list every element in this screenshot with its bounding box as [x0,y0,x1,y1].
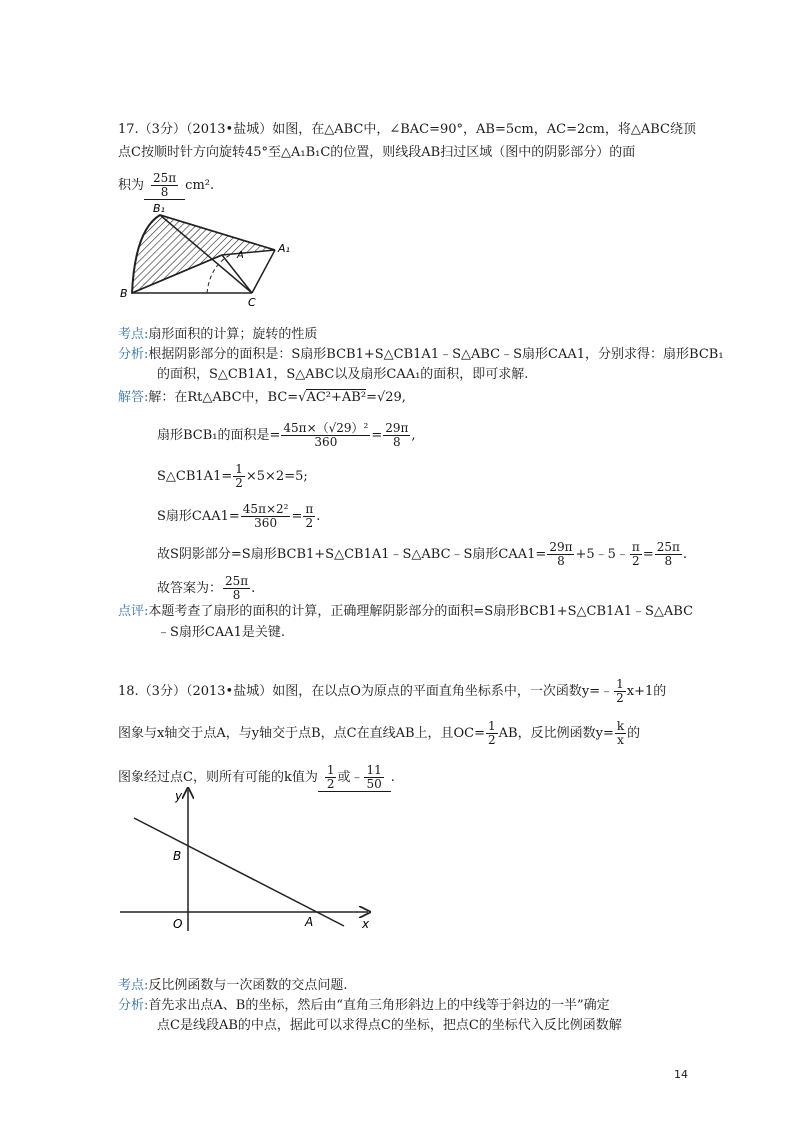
step5-equals: = [642,547,654,562]
segment-a1c [252,250,275,293]
figure-17-rotation-diagram [115,200,295,310]
sol17-dianping-1 [118,604,693,620]
step1-equals: = [366,390,377,405]
q18-line-2 [118,720,640,747]
sol17-step-4 [157,503,320,530]
q18-k-numerator: k [616,719,625,733]
sol18-fenxi-2: 点C是线段AB的中点，据此可以求得点C的坐标，把点C的坐标代入反比例函数解 [157,1018,622,1033]
step5-suffix: . [682,547,688,562]
kaodian-text: 扇形面积的计算；旋转的性质 [148,327,318,342]
sol17-step-5 [157,541,687,568]
step2-numerator: 45π×（√29）² [283,421,369,435]
fenxi-label: 分析: [118,998,149,1013]
label-a: A [305,915,314,929]
step4-denominator: 360 [254,516,278,530]
step2-result-numerator: 29π [385,421,409,435]
q18-line-1-numerator: 1 [616,677,624,691]
kaodian-text: 反比例函数与一次函数的交点问题. [148,978,348,993]
sol18-fenxi-1 [118,998,610,1014]
label-c: C [248,296,256,309]
q18-line-1-suffix: x+1的 [626,684,667,699]
dianping-text-1: 本题考查了扇形的面积的计算，正确理解阴影部分的面积=S扇形BCB1+S△CB1A1﹣S△ABC [148,604,694,619]
page-number: 14 [674,1068,688,1081]
q18-ans1-denominator: 2 [326,777,335,791]
sol17-step-6 [157,575,255,602]
label-b: B [120,287,128,300]
step1-suffix: , [401,390,406,405]
step4-result-numerator: π [305,502,314,516]
figure-18-coordinate-plane [118,786,378,936]
jieda-label: 解答: [118,390,149,405]
step6-suffix: . [251,581,256,596]
kaodian-label: 考点: [118,978,149,993]
q18-answer-middle: 或﹣ [337,770,364,785]
q18-line-2-suffix: 的 [627,726,641,741]
sol17-step-2 [157,422,416,449]
sol17-fenxi-2: 的面积，S△CB1A1，S△ABC以及扇形CAA₁的面积，即可求解. [157,367,529,382]
step6-denominator: 8 [232,588,241,602]
sol17-dianping-2: ﹣S扇形CAA1是关键. [157,625,286,640]
step5-prefix: 故S阴影部分=S扇形BCB1+S△CB1A1﹣S△ABC﹣S扇形CAA1= [157,547,547,562]
fenxi-label: 分析: [118,347,149,362]
step1-result: √29 [376,390,402,405]
step2-suffix: , [411,428,416,443]
step5-n2: π [631,540,640,554]
label-b1: B₁ [153,202,165,215]
q18-ans2-denominator: 50 [366,777,382,791]
q18-line-2-middle: AB，反比例函数y= [498,726,614,741]
q17-answer-numerator: 25π [153,171,177,185]
step3-prefix: S△CB1A1= [157,469,233,484]
step2-prefix: 扇形BCB₁的面积是= [157,428,281,443]
shaded-region [132,215,275,293]
step6-prefix: 故答案为： [157,581,223,596]
q17-line-1: 17.（3分）（2013•盐城）如图，在△ABC中，∠BAC=90°，AB=5cm，AC=2cm，将△ABC绕顶 [118,122,696,137]
q17-answer-blank [144,172,185,200]
label-a: A [237,250,244,261]
sol17-step-3 [157,463,308,490]
q18-line-3-prefix: 图象经过点C，则所有可能的k值为 [118,770,318,785]
label-o: O [173,917,183,931]
q17-line-3-prefix: 积为 [118,178,145,193]
step3-denominator: 2 [235,476,243,490]
q18-ans1-numerator: 1 [326,763,335,777]
step5-d1: 8 [557,554,565,568]
sol18-kaodian [118,978,348,994]
q18-ans2-numerator: 11 [366,763,382,777]
q18-line-2-denominator: 2 [488,733,496,747]
label-x: x [362,917,370,931]
step4-suffix: . [316,509,321,524]
q18-line-1 [118,678,666,705]
q17-line-3 [118,172,214,200]
step4-numerator: 45π×2² [242,502,289,516]
step2-equals: = [371,428,383,443]
step2-denominator: 360 [314,435,338,449]
step1-prefix: 解：在Rt△ABC中，BC= [148,390,299,405]
step4-equals: = [291,509,303,524]
step5-d3: 8 [664,554,673,568]
fenxi-text-1: 根据阴影部分的面积是：S扇形BCB1+S△CB1A1﹣S△ABC﹣S扇形CAA1，分别求得：扇形BCB₁ [148,347,724,362]
step5-n1: 29π [549,540,573,554]
step5-middle: +5﹣5﹣ [575,547,629,562]
step5-n3: 25π [656,540,680,554]
sol17-fenxi-1 [118,347,724,363]
q18-line-3-suffix: . [390,770,395,785]
step5-d2: 2 [632,554,640,568]
q17-answer-denominator: 8 [160,185,169,199]
step4-result-denominator: 2 [305,516,314,530]
label-y: y [175,789,183,803]
step6-numerator: 25π [225,574,249,588]
dianping-label: 点评: [118,604,149,619]
step3-numerator: 1 [235,462,243,476]
step1-radicand: AC²+AB² [306,390,367,405]
step3-suffix: ×5×2=5; [245,469,308,484]
step4-prefix: S扇形CAA1= [157,509,240,524]
q18-line-1-denominator: 2 [616,691,624,705]
q17-line-2: 点C按顺时针方向旋转45°至△A₁B₁C的位置，则线段AB扫过区域（图中的阴影部分）的面 [118,145,636,160]
step1-radical: √AC²+AB² [298,390,367,405]
q18-line-2-prefix: 图象与x轴交于点A，与y轴交于点B，点C在直线AB上，且OC= [118,726,486,741]
q17-line-3-suffix: cm². [185,178,215,193]
label-a1: A₁ [278,242,290,255]
label-b: B [173,849,182,863]
kaodian-label: 考点: [118,327,149,342]
sol17-kaodian [118,327,317,343]
q18-line-1-prefix: 18.（3分）（2013•盐城）如图，在以点O为原点的平面直角坐标系中，一次函数y=﹣ [118,684,614,699]
step2-result-denominator: 8 [393,435,401,449]
sol17-step-1 [118,390,406,406]
line-ab [134,818,344,926]
q18-k-denominator: x [617,733,624,747]
fenxi-text-1: 首先求出点A、B的坐标，然后由“直角三角形斜边上的中线等于斜边的一半”确定 [148,998,610,1013]
q18-line-2-numerator: 1 [488,719,496,733]
